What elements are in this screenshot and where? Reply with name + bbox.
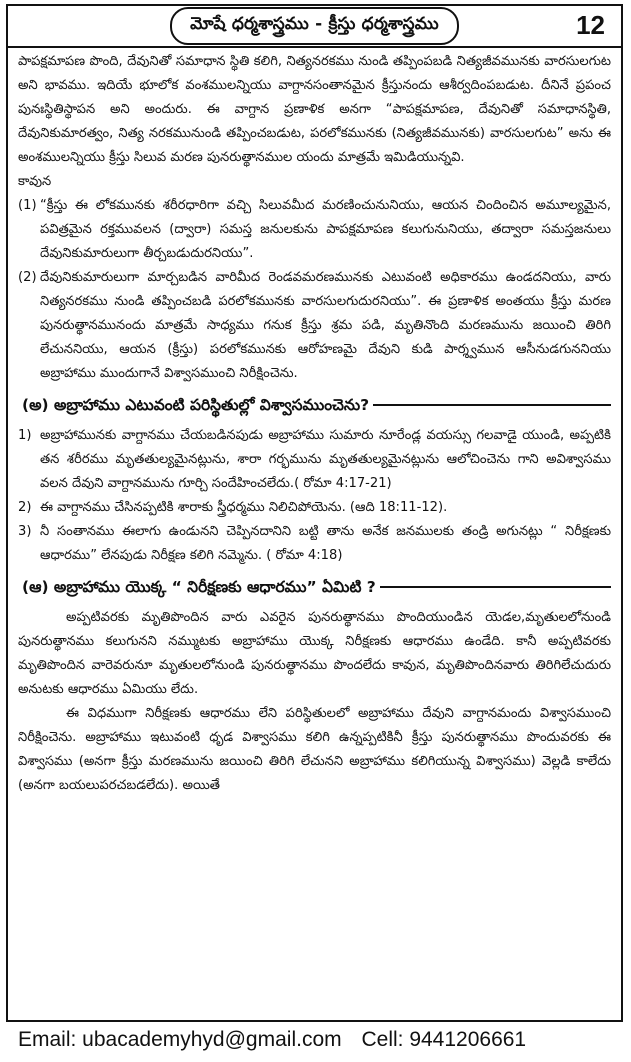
point-text: “క్రీస్తు ఈ లోకమునకు శరీరధారిగా వచ్చి సిలువమీద మరణించునునియు, ఆయన చిందించిన అమూల్యమైన, పవిత్రమైన రక్తమువలన (ద్వారా) సమస్త జనులకును పాపక్షమాపణ కలుగునునియు, తద్వారా సమస్తజనులు దేవునికుమారులుగా తీర్చబడుదురనియు”. xyxy=(40,198,611,261)
point-2 xyxy=(18,266,611,386)
section-a-rule xyxy=(373,404,611,406)
section-b-heading: (ఆ) అబ్రాహాము యొక్క “ నిరీక్షణకు ఆధారము” ఏమిటి ? xyxy=(22,578,376,596)
section-a-item-1 xyxy=(18,424,611,496)
section-b-paragraph-1: అప్పటివరకు మృతిపొందిన వారు ఎవరైన పునరుత్థానము పొందియుండిన యెడల,మృతులలోనుండి పునరుత్థానము కలుగునని నమ్ముటకు అబ్రాహాము యొక్క నిరీక్షణకు ఆధారము ఉండేది. కానీ అప్పటివరకు మృతిపొందిన వారెవరునూ మృతులలోనుండి పునరుత్థానము పొందలేదు కావున, మృతిపొందినవారు తిరిగిలేచుదురు అనుటకు ఆధారము ఏమియు లేదు. xyxy=(18,610,611,697)
section-b-rule xyxy=(380,586,611,588)
point-number: (2) xyxy=(18,270,37,285)
item-number: 3) xyxy=(18,524,32,539)
intro-therefore: కావున xyxy=(18,174,52,189)
point-text: దేవునికుమారులుగా మార్చబడిన వారిమీద రెండవమరణమునకు ఎటువంటి అధికారము ఉండదనియు, వారు నిత్యనరకము నుండి తప్పించబడి పరలోకమునకు వారసులగుదురనియు”. ఈ ప్రణాళిక అంతయు క్రీస్తు మరణ పునరుత్థానమునందు మాత్రమే సాధ్యము గనుక క్రీస్తు శ్రమ పడి, మృతినొంది మరణమును జయించి తిరిగి లేచుననియు, ఆయన (క్రీస్తు) పరలోకమునకు ఆరోహణమై దేవుని కుడి పార్శ్వమున ఆసీనుడగుననియు అబ్రాహాము ముందుగానే విశ్వాసముంచి నిరీక్షించెను. xyxy=(40,270,611,381)
page-body xyxy=(8,50,621,798)
item-text: నీ సంతానము ఈలాగు ఉండునని చెప్పినదానిని బట్టి తాను అనేక జనములకు తండ్రి అగునట్లు “ నిరీక్షణకు ఆధారము” లేనపుడు నిరీక్షణ కలిగి నమ్మెను. ( రోమా 4:18) xyxy=(40,524,611,563)
page-frame xyxy=(6,4,623,1022)
intro-paragraph: పాపక్షమాపణ పొంది, దేవునితో సమాధాన స్థితి కలిగి, నిత్యనరకము నుండి తప్పింపబడి నిత్యజీవమునకు వారసులగుట అని భావము. ఇదియే భూలోక వంశములన్నియు వాగ్దానసంతానమైన క్రీస్తునందు ఆశీర్వదింపబడుట. దీనినే ప్రపంచ పునఃస్థితిస్థాపన అని అందురు. ఈ వాగ్దాన ప్రణాళిక అనగా “పాపక్షమాపణ, దేవునితో సమాధానస్థితి, దేవునికుమారత్వం, నిత్య నరకమునుండి తప్పించబడుట, పరలోకమునకు (నిత్యజీవమునకు) వారసులగుట” అను ఈ అంశములన్నియు క్రీస్తు సిలువ మరణ పునరుత్థానముల యందు మాత్రమే ఇమిడియున్నవి. xyxy=(18,54,611,165)
section-b-heading-row xyxy=(18,574,611,600)
page-number: 12 xyxy=(576,10,605,40)
page-header xyxy=(8,6,621,46)
item-number: 1) xyxy=(18,428,32,443)
header-divider xyxy=(8,46,621,48)
page-title: మోషే ధర్మశాస్త్రము - క్రీస్తు ధర్మశాస్త్రము xyxy=(170,7,459,45)
section-a-heading-row xyxy=(18,392,611,418)
item-text: అబ్రాహామునకు వాగ్దానము చేయబడినపుడు అబ్రాహాము సుమారు నూరేండ్ల వయస్సు గలవాడై యుండి, అప్పటికి తన శరీరము మృతతుల్యమైనట్లును, శారా గర్భమును మృతతుల్యమైనట్లును ఆలోచించెను గాని అవిశ్వాసము వలన దేవుని వాగ్దానమును గూర్చి సందేహించలేదు.( రోమా 4:17-21) xyxy=(40,428,611,491)
point-number: (1) xyxy=(18,198,37,213)
item-text: ఈ వాగ్దానము చేసినప్పటికి శారాకు స్త్రీధర్మము నిలిచిపోయెను. (ఆది 18:11-12). xyxy=(40,500,448,515)
section-a-item-2 xyxy=(18,496,611,520)
section-a-heading: (అ) అబ్రాహాము ఎటువంటి పరిస్థితుల్లో విశ్వాసముంచెను? xyxy=(22,396,370,414)
section-a-item-3 xyxy=(18,520,611,568)
point-1 xyxy=(18,194,611,266)
item-number: 2) xyxy=(18,500,32,515)
footer-cell: Cell: 9441206661 xyxy=(361,1028,527,1051)
page-footer xyxy=(18,1028,540,1052)
footer-email: Email: ubacademyhyd@gmail.com xyxy=(18,1028,342,1051)
section-b-paragraph-2: ఈ విధముగా నిరీక్షణకు ఆధారము లేని పరిస్థితులలో అబ్రాహాము దేవుని వాగ్దానమందు విశ్వాసముంచి నిరీక్షించెను. అబ్రాహాము ఇటువంటి ధృడ విశ్వాసము కలిగి ఉన్నప్పటికినీ క్రీస్తు పునరుత్థానము పొందువరకు ఈ విశ్వాసము (అనగా క్రీస్తు మరణమును జయించి తిరిగి లేచునని అబ్రాహాము కలిగియున్న విశ్వాసము) వెల్లడి కాలేదు (అనగా బయలుపరచబడలేదు). అయితే xyxy=(18,706,611,793)
